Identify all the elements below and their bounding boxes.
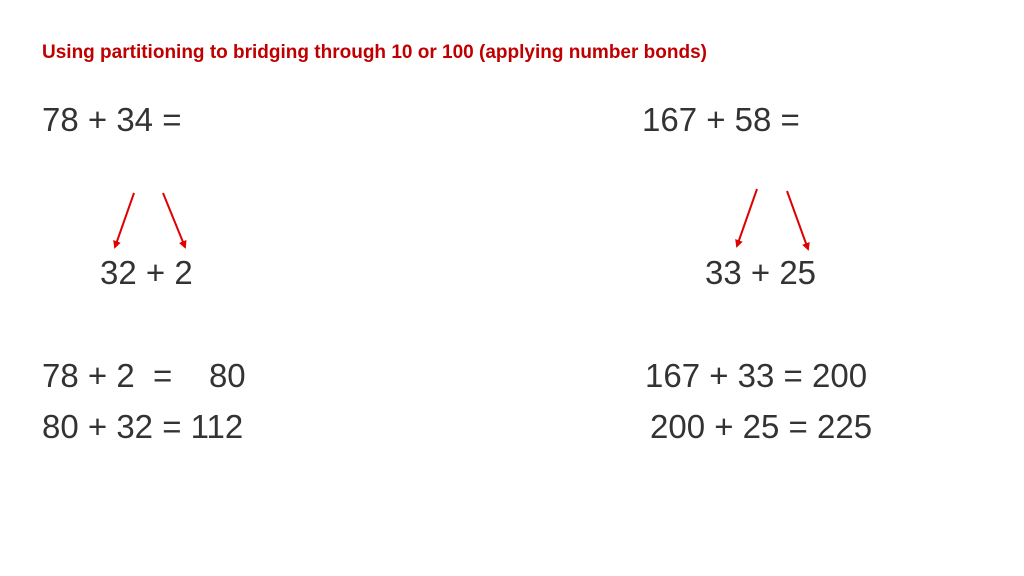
left-step-1: 78 + 2 = 80 (42, 357, 246, 394)
right-step-1: 167 + 33 = 200 (645, 357, 868, 394)
left-problem: 78 + 34 = (42, 101, 182, 138)
left-arrow-2 (163, 193, 185, 247)
left-step-2: 80 + 32 = 112 (42, 408, 244, 445)
right-partition: 33 + 25 (705, 254, 817, 291)
right-problem: 167 + 58 = (642, 101, 800, 138)
page-title: Using partitioning to bridging through 10 or 100 (applying number bonds) (42, 42, 707, 63)
left-arrow-1 (115, 193, 134, 247)
right-arrow-1 (737, 189, 757, 246)
right-arrow-2 (787, 191, 808, 249)
right-step-2: 200 + 25 = 225 (650, 408, 873, 445)
left-partition: 32 + 2 (100, 254, 193, 291)
